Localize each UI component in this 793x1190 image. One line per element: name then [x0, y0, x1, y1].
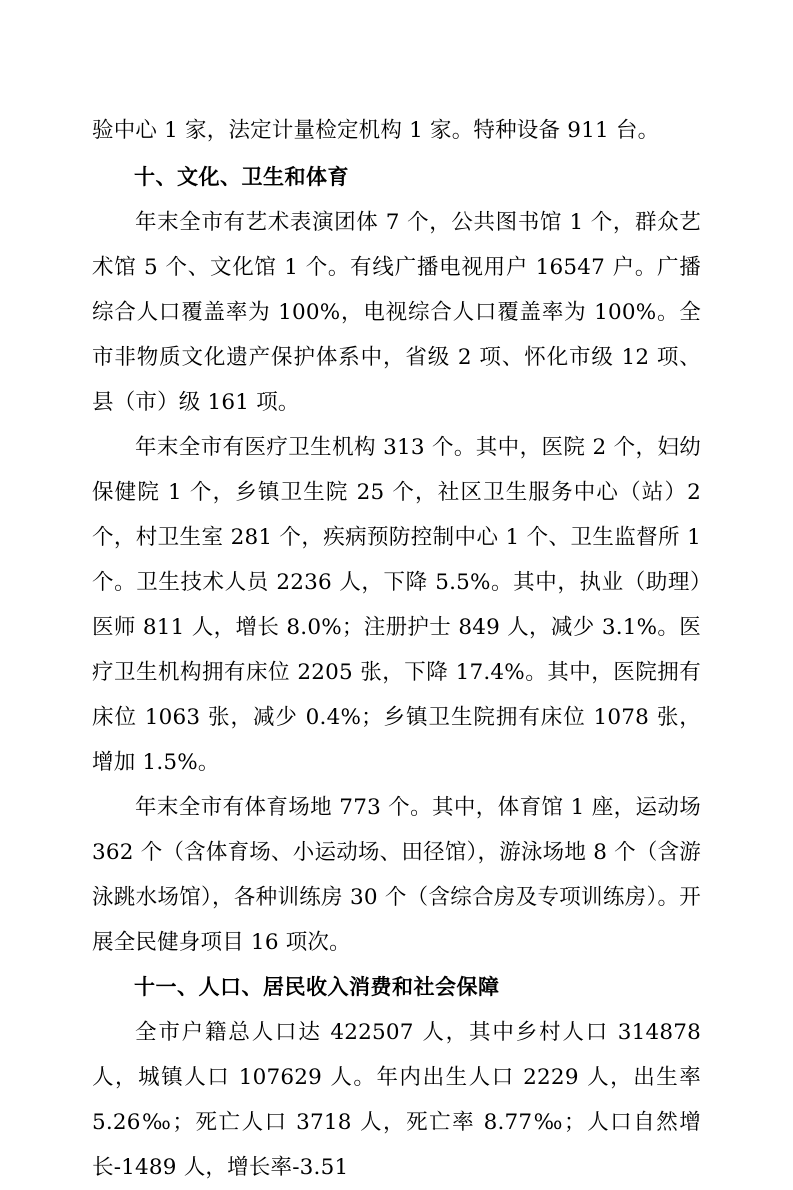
section-heading-ten: 十、文化、卫生和体育 — [134, 165, 349, 189]
population-paragraph: 全市户籍总人口达 422507 人，其中乡村人口 314878 人，城镇人口 107629 人。年内出生人口 2229 人，出生率 5.26‰；死亡人口 3718 人，死亡率 8.77‰；人口自然增长-1489 人，增长率-3.51 — [92, 1020, 701, 1180]
carryover-paragraph: 验中心 1 家，法定计量检定机构 1 家。特种设备 911 台。 — [92, 118, 660, 143]
culture-paragraph: 年末全市有艺术表演团体 7 个，公共图书馆 1 个，群众艺术馆 5 个、文化馆 1 个。有线广播电视用户 16547 户。广播综合人口覆盖率为 100%，电视综合人口覆盖率为 100%。全市非物质文化遗产保护体系中，省级 2 项、怀化市级 12 项、县（市）级 161 项。 — [92, 210, 701, 415]
section-heading-eleven: 十一、人口、居民收入消费和社会保障 — [134, 975, 500, 999]
health-paragraph: 年末全市有医疗卫生机构 313 个。其中，医院 2 个，妇幼保健院 1 个，乡镇卫生院 25 个，社区卫生服务中心（站）2 个，村卫生室 281 个，疾病预防控制中心 1 个、卫生监督所 1 个。卫生技术人员 2236 人，下降 5.5%。其中，执业（助理）医师 811 人，增长 8.0%；注册护士 849 人，减少 3.1%。医疗卫生机构拥有床位 2205 张，下降 17.4%。其中，医院拥有床位 1063 张，减少 0.4%；乡镇卫生院拥有床位 1078 张，增加 1.5%。 — [92, 435, 701, 775]
sports-paragraph: 年末全市有体育场地 773 个。其中，体育馆 1 座，运动场 362 个（含体育场、小运动场、田径馆），游泳场地 8 个（含游泳跳水场馆），各种训练房 30 个（含综合房及专项训练房）。开展全民健身项目 16 项次。 — [92, 795, 701, 955]
document-body — [92, 108, 701, 1190]
